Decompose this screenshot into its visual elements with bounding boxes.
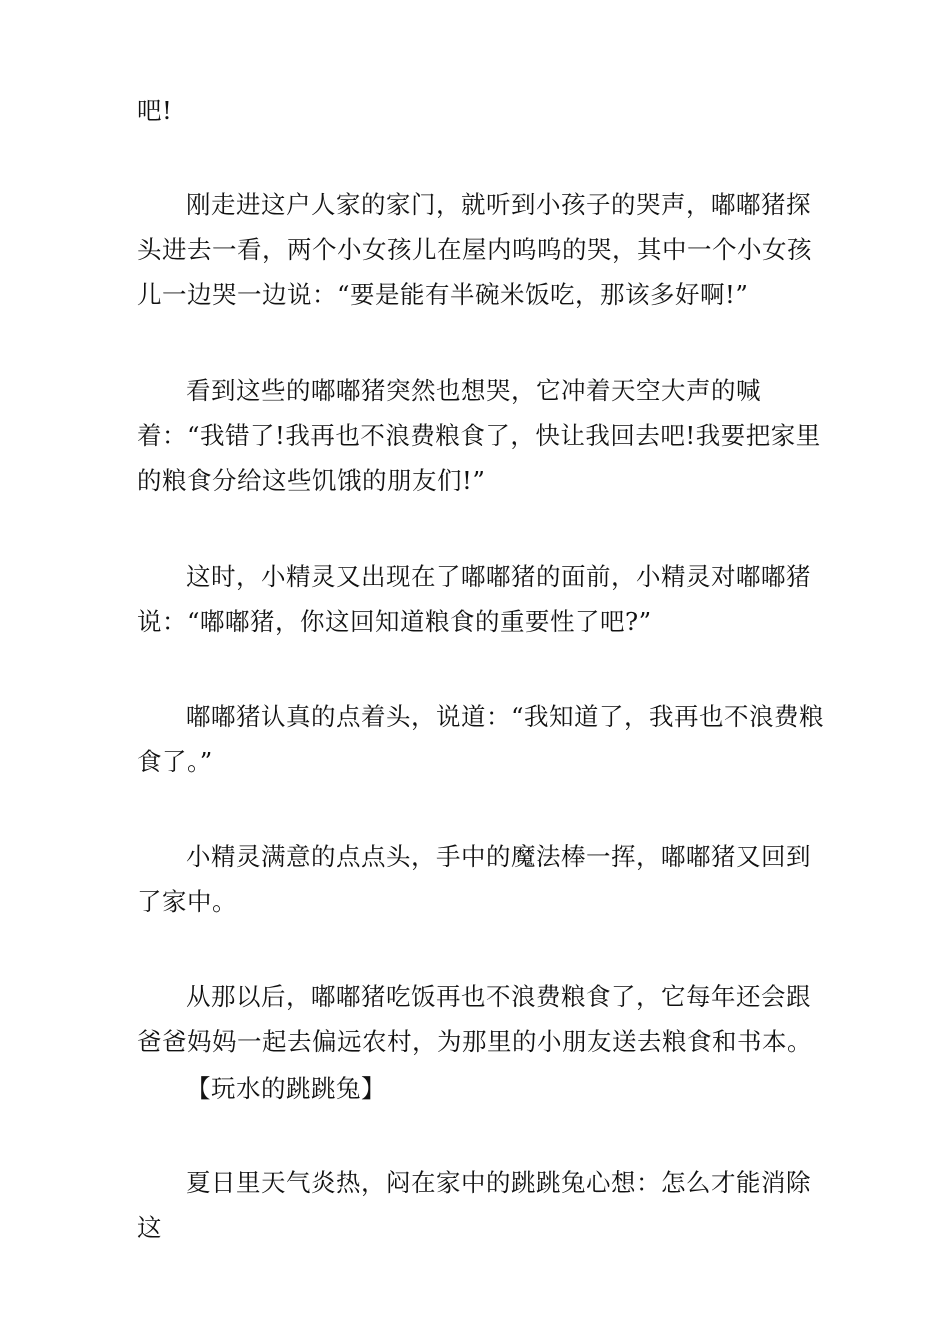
paragraph-summer-rabbit: 夏日里天气炎热，闷在家中的跳跳兔心想：怎么才能消除这: [137, 1168, 811, 1242]
paragraph-fairy-returns: 这时，小精灵又出现在了嘟嘟猪的面前，小精灵对嘟嘟猪说：“嘟嘟猪，你这回知道粮食的重要性了吧?”: [137, 562, 811, 636]
paragraph-crying-girls: 刚走进这户人家的家门，就听到小孩子的哭声，嘟嘟猪探头进去一看，两个小女孩儿在屋内呜呜的哭，其中一个小女孩儿一边哭一边说：“要是能有半碗米饭吃，那该多好啊!”: [137, 190, 812, 309]
paragraph-continuation: 吧!: [137, 96, 173, 125]
paragraph-ending: 从那以后，嘟嘟猪吃饭再也不浪费粮食了，它每年还会跟爸爸妈妈一起去偏远农村，为那里的小朋友送去粮食和书本。: [137, 982, 812, 1056]
paragraph-magic-wand: 小精灵满意的点点头，手中的魔法棒一挥，嘟嘟猪又回到了家中。: [137, 842, 811, 916]
story-heading: 【玩水的跳跳兔】: [186, 1074, 386, 1103]
paragraph-pig-regret: 看到这些的嘟嘟猪突然也想哭，它冲着天空大声的喊着：“我错了!我再也不浪费粮食了，快让我回去吧!我要把家里的粮食分给这些饥饿的朋友们!”: [137, 376, 821, 495]
paragraph-pig-nods: 嘟嘟猪认真的点着头，说道：“我知道了，我再也不浪费粮食了。”: [137, 702, 825, 776]
